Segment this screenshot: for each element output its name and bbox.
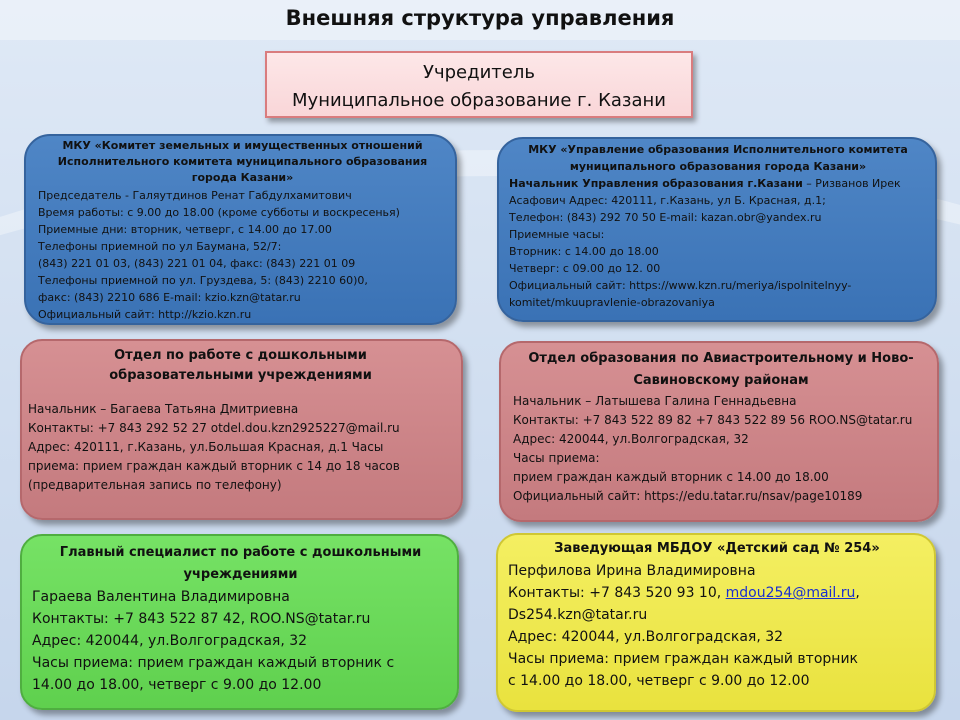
- preschool-department-box: [20, 339, 463, 520]
- info-line: Часы приема: прием граждан каждый вторник: [508, 651, 858, 667]
- kindergarten-head-box: [496, 533, 936, 712]
- education-department-box: [497, 137, 937, 322]
- district-department-header-line: Отдел образования по Авиастроительному и Ново-: [528, 351, 914, 366]
- info-line: Четверг: с 09.00 до 12. 00: [509, 262, 661, 275]
- info-line: факс: (843) 2210 686 E-mail: kzio.kzn@tatar.ru: [38, 291, 301, 304]
- info-line: [509, 175, 927, 192]
- info-line: Адрес: 420044, ул.Волгоградская, 32: [32, 633, 308, 649]
- info-line: Председатель - Галяутдинов Ренат Габдулхамитович: [38, 189, 352, 202]
- info-line: Контакты: +7 843 522 87 42, ROO.NS@tatar.ru: [32, 611, 371, 627]
- founder-label: Учредитель: [423, 62, 535, 83]
- info-line: [508, 582, 926, 604]
- district-department-header-line: Савиновскому районам: [633, 373, 809, 388]
- info-line: Официальный сайт: https://www.kzn.ru/meriya/ispolnitelnyy-: [509, 279, 852, 292]
- district-department-header: [513, 343, 929, 392]
- land-committee-header-line: Исполнительного комитета муниципального образования: [57, 155, 428, 168]
- education-department-header: [509, 139, 927, 175]
- info-line: Контакты: +7 843 292 52 27 otdel.dou.kzn2925227@mail.ru: [28, 421, 400, 435]
- info-line: Время работы: с 9.00 до 18.00 (кроме субботы и воскресенья): [38, 206, 400, 219]
- info-line: прием граждан каждый вторник с 14.00 до 18.00: [513, 470, 829, 484]
- land-committee-header-line: города Казани»: [191, 171, 294, 184]
- education-department-header-line: муниципального образования города Казани»: [569, 160, 867, 173]
- district-department-box: [499, 341, 939, 522]
- info-line: komitet/mkuupravlenie-obrazovaniya: [509, 296, 715, 309]
- info-line: приема: прием граждан каждый вторник с 14 до 18 часов: [28, 459, 400, 473]
- email-link[interactable]: mdou254@mail.ru: [725, 585, 856, 601]
- chief-specialist-header-line: учреждениями: [183, 567, 298, 582]
- info-line: Приемные часы:: [509, 228, 605, 241]
- info-line: Часы приема: прием граждан каждый вторник с: [32, 655, 395, 671]
- info-line: Адрес: 420044, ул.Волгоградская, 32: [508, 629, 784, 645]
- info-line: Асафович Адрес: 420111, г.Казань, ул Б. Красная, д.1;: [509, 194, 826, 207]
- info-line: Официальный сайт: https://edu.tatar.ru/nsav/page10189: [513, 489, 863, 503]
- chief-specialist-header: [32, 536, 449, 586]
- land-committee-header-line: МКУ «Комитет земельных и имущественных отношений: [62, 139, 423, 152]
- page-title: Внешняя структура управления: [285, 6, 675, 30]
- land-committee-box: [24, 134, 457, 325]
- info-line: Телефон: (843) 292 70 50 E-mail: kazan.obr@yandex.ru: [509, 211, 822, 224]
- info-line: Начальник – Багаева Татьяна Дмитриевна: [28, 402, 299, 416]
- info-line: Приемные дни: вторник, четверг, с 14.00 до 17.00: [38, 223, 332, 236]
- head-name: – Ризванов Ирек: [802, 177, 901, 190]
- info-line: Телефоны приемной по ул. Груздева, 5: (843) 2210 60)0,: [38, 274, 368, 287]
- preschool-department-header-line: образовательными учреждениями: [109, 368, 372, 383]
- info-line: Ds254.kzn@tatar.ru: [508, 607, 648, 623]
- founder-name: Муниципальное образование г. Казани: [292, 90, 666, 111]
- info-line: Гараева Валентина Владимировна: [32, 589, 290, 605]
- contacts-prefix: Контакты: +7 843 520 93 10,: [508, 585, 726, 601]
- info-line: с 14.00 до 18.00, четверг с 9.00 до 12.00: [508, 673, 810, 689]
- founder-box: [265, 51, 693, 118]
- info-line: (843) 221 01 03, (843) 221 01 04, факс: (843) 221 01 09: [38, 257, 356, 270]
- info-line: Официальный сайт: http://kzio.kzn.ru: [38, 308, 252, 321]
- land-committee-header: [38, 136, 447, 186]
- info-line: (предварительная запись по телефону): [28, 478, 282, 492]
- info-line: 14.00 до 18.00, четверг с 9.00 до 12.00: [32, 677, 322, 693]
- chief-specialist-header-line: Главный специалист по работе с дошкольными: [59, 545, 422, 560]
- kindergarten-head-header: Заведующая МБДОУ «Детский сад № 254»: [554, 541, 880, 556]
- preschool-department-header: [28, 341, 453, 386]
- info-line: Адрес: 420111, г.Казань, ул.Большая Красная, д.1 Часы: [28, 440, 384, 454]
- info-line: Начальник – Латышева Галина Геннадьевна: [513, 394, 797, 408]
- info-line: Адрес: 420044, ул.Волгоградская, 32: [513, 432, 749, 446]
- chief-specialist-box: [20, 534, 459, 710]
- preschool-department-header-line: Отдел по работе с дошкольными: [114, 348, 367, 363]
- info-line: Контакты: +7 843 522 89 82 +7 843 522 89 56 ROO.NS@tatar.ru: [513, 413, 913, 427]
- info-line: Перфилова Ирина Владимировна: [508, 563, 756, 579]
- head-title: Начальник Управления образования г.Казани: [509, 177, 803, 190]
- info-line: Телефоны приемной по ул Баумана, 52/7:: [38, 240, 282, 253]
- info-line: Вторник: с 14.00 до 18.00: [509, 245, 659, 258]
- education-department-header-line: МКУ «Управление образования Исполнительного комитета: [528, 143, 908, 156]
- contacts-suffix: ,: [855, 585, 860, 601]
- info-line: Часы приема:: [513, 451, 600, 465]
